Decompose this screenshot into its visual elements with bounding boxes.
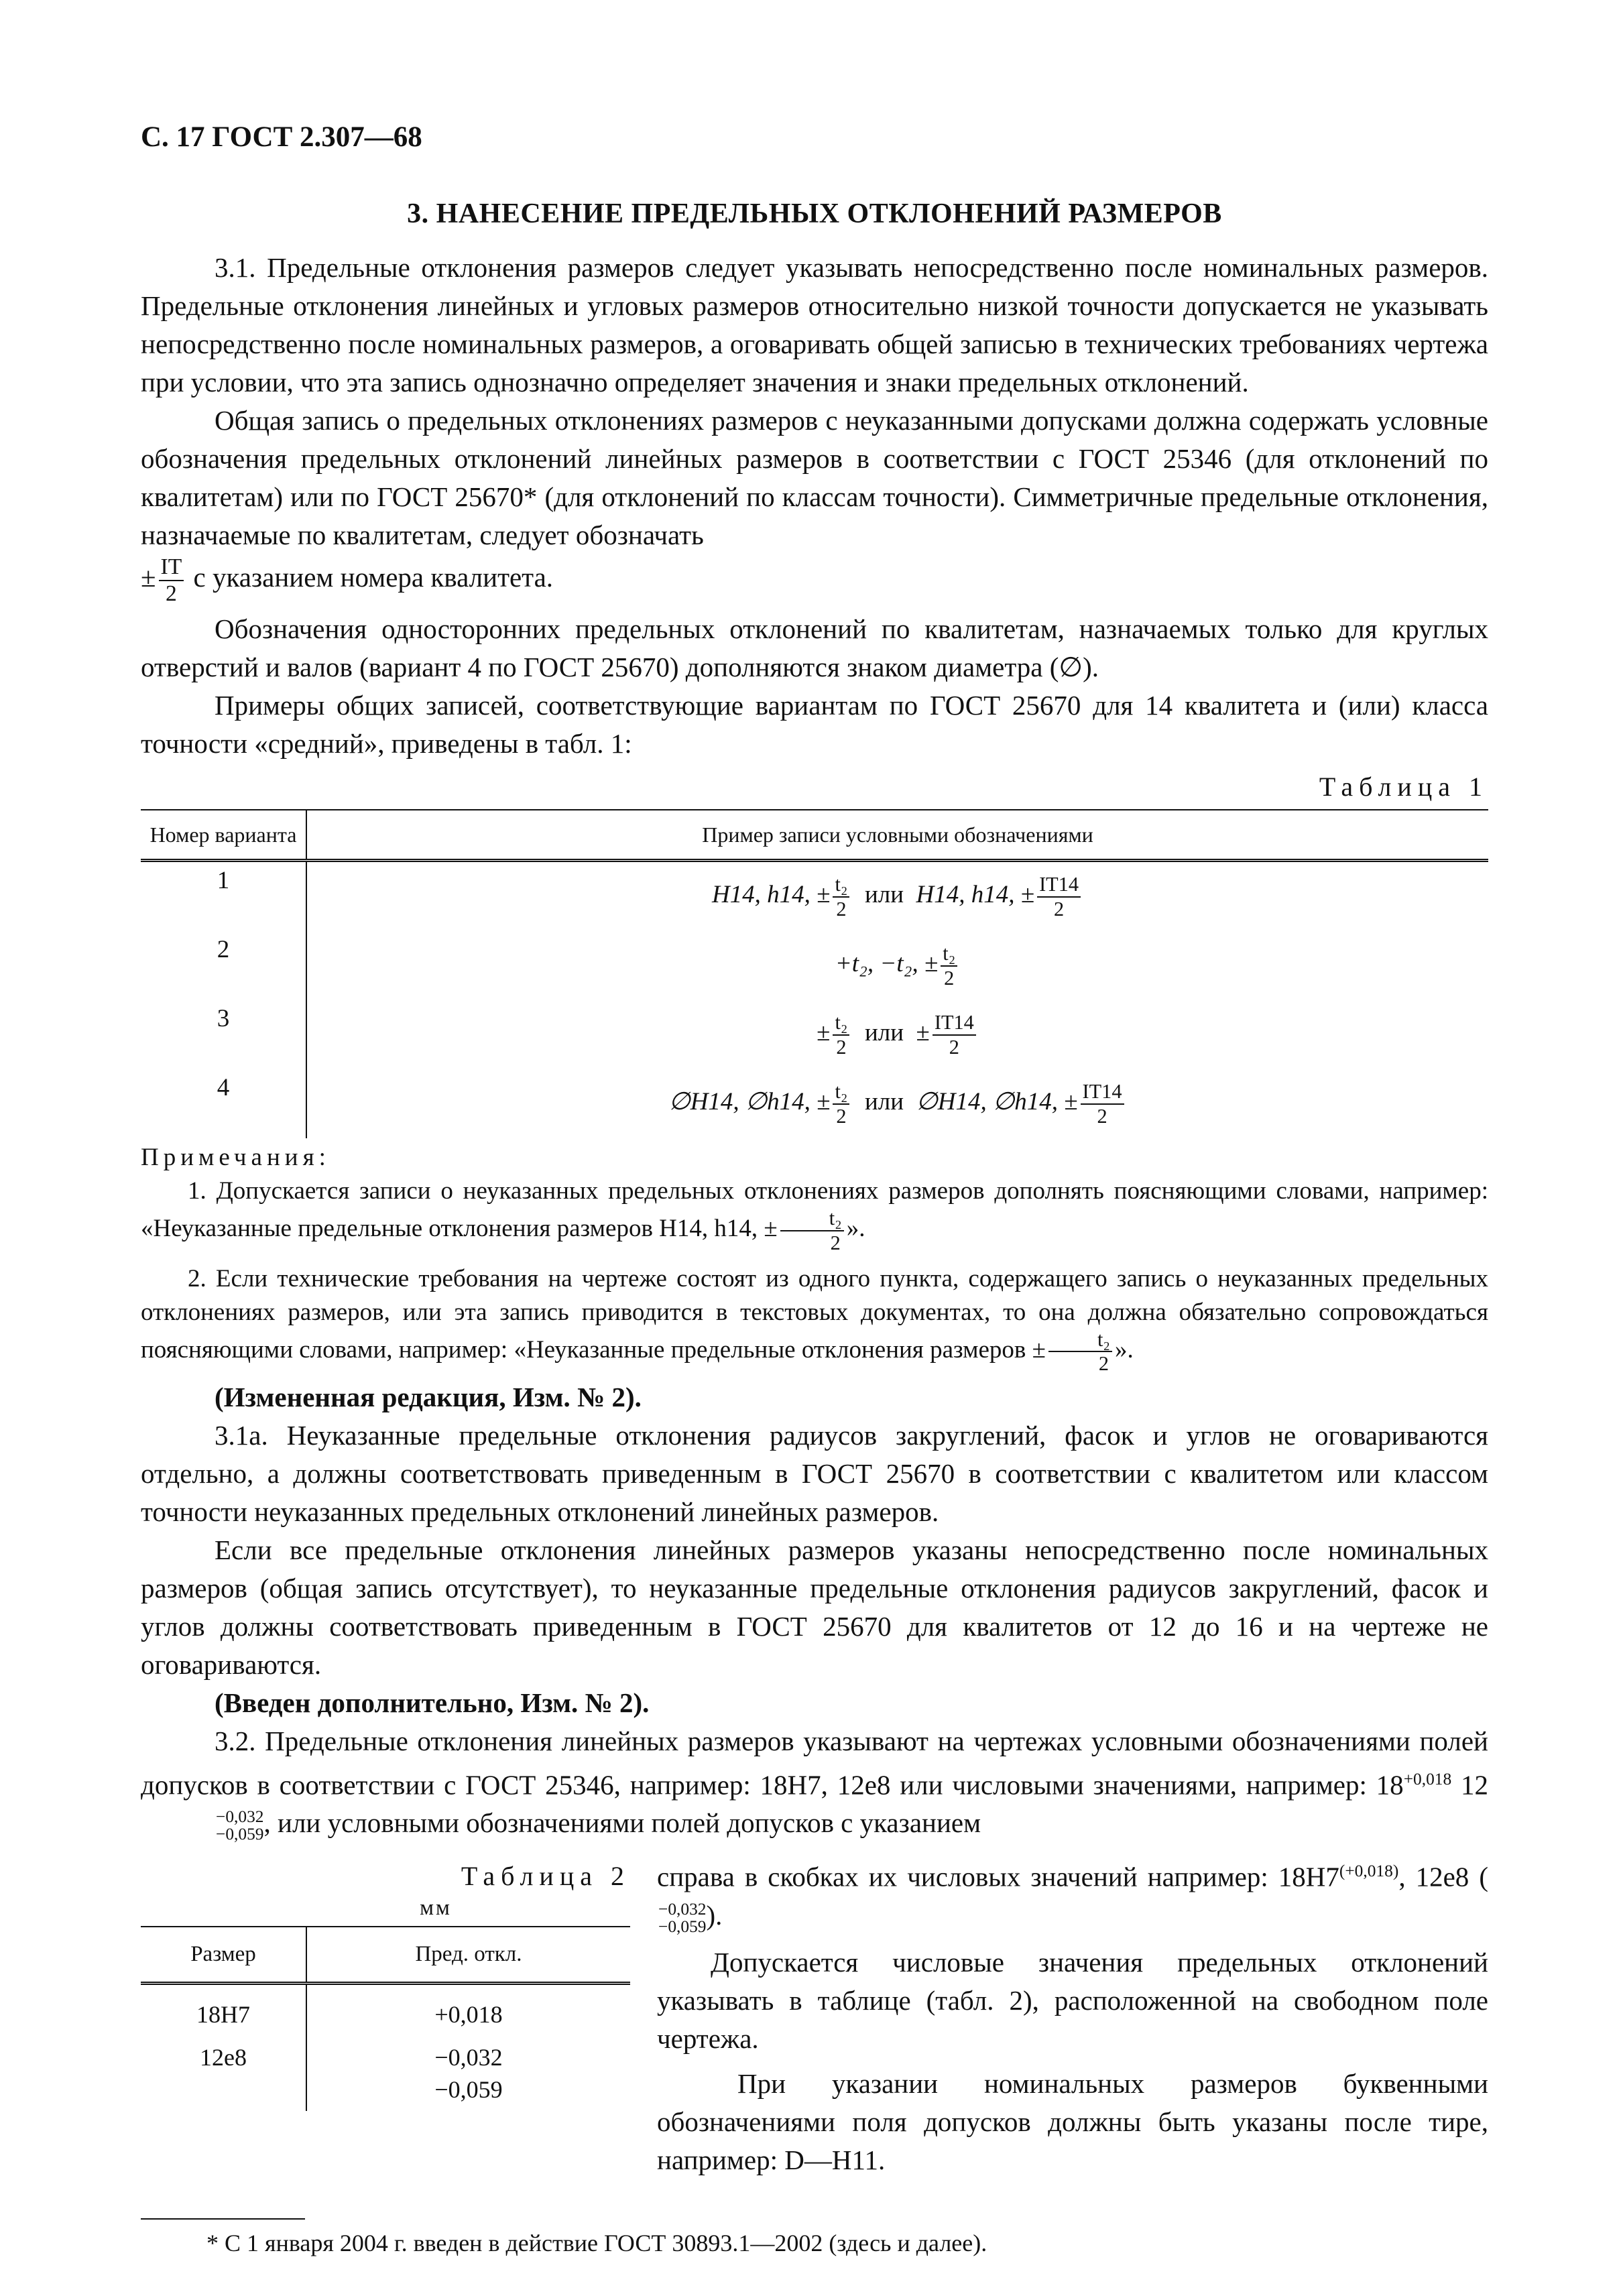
page-header: С. 17 ГОСТ 2.307—68 [141, 121, 422, 153]
table-2 [141, 1926, 630, 2111]
paragraph-general-record: Общая запись о предельных отклонениях размеров с неуказанными допусками должна содержать условные обозначения предельных отклонений линейных размеров в соответствии с ГОСТ 25346 (для отклонений по квалитетам) или по ГОСТ 25670* (для отклонений по классам точности). Симметричные предельные отклонения, назначаемые по квалитетам, следует обозначать [141, 405, 1488, 550]
paragraph-examples: Примеры общих записей, соответствующие вариантам по ГОСТ 25670 для 14 квалитета и (или) класса точности «средний», приведены в табл. 1: [141, 690, 1488, 760]
table1-caption: Таблица 1 [1319, 772, 1488, 802]
footnote-separator [141, 2218, 305, 2220]
table-row: 3 ± $\frac{\text{t₂}}{2}$ или ± $\frac{IT14}{2}$ [141, 1000, 1488, 1069]
notes-block [141, 1141, 1488, 1374]
notes-title: Примечания: [141, 1144, 330, 1172]
table-row: 1 H14, h14, ± $\frac{\text{t₂}}{2}$ или H14, h14, ± $\frac{IT14}{2}$ [141, 861, 1488, 932]
table2-col-size: Размер [141, 1927, 306, 1984]
amendment-note-1: (Измененная редакция, Изм. № 2). [215, 1381, 642, 1412]
table2-col-deviation: Пред. откл. [306, 1927, 630, 1984]
table-1 [141, 809, 1488, 1138]
table1-col-example: Пример записи условными обозначениями [306, 810, 1488, 861]
table2-unit: мм [420, 1896, 452, 1921]
table2-caption: Таблица 2 [461, 1861, 630, 1892]
table-row: 18H7 +0,018 [141, 1984, 630, 2034]
paragraph-no-general-record: Если все предельные отклонения линейных размеров указаны непосредственно после номинальных размеров (общая запись отсутствует), то неуказанные предельные отклонения радиусов закруглений, фасок и углов должны соответствовать приведенным в ГОСТ 25670 для квалитетов от 12 до 16 и на чертеже не оговариваются. [141, 1534, 1488, 1680]
table-row: 2 +t₂, −t₂, ± $\frac{\text{t₂}}{2}$ [141, 931, 1488, 1000]
table2-block [141, 1846, 630, 2111]
table1-col-number: Номер варианта [141, 810, 306, 861]
section-title: 3. НАНЕСЕНИЕ ПРЕДЕЛЬНЫХ ОТКЛОНЕНИЙ РАЗМЕРОВ [407, 198, 1222, 229]
fraction-it-2: $\frac{IT}{2}$ [159, 556, 184, 605]
paragraph-3-1a: 3.1а. Неуказанные предельные отклонения радиусов закруглений, фасок и углов не оговариваются отдельно, а должны соответствовать приведенным в ГОСТ 25670 в соответствии с квалитетом или классом точности неуказанных предельных отклонений линейных размеров. [141, 1419, 1488, 1527]
paragraph-one-sided: Обозначения односторонних предельных отклонений по квалитетам, назначаемых только для круглых отверстий и валов (вариант 4 по ГОСТ 25670) дополняются знаком диаметра (∅). [141, 613, 1488, 683]
paragraph-3-2: 3.2. Предельные отклонения линейных размеров указывают на чертежах условными обозначениями полей допусков в соответствии с ГОСТ 25346, например: 18H7, 12e8 или числовыми значениями, например: $18^{+0,018}$ 12 −0,032 −0,059 , или условными обозначениями полей допусков с указанием [141, 1725, 1488, 1844]
two-column-block [141, 1846, 1488, 2179]
amendment-note-2: (Введен дополнительно, Изм. № 2). [215, 1687, 650, 1718]
note-1: 1. Допускается записи о неуказанных предельных отклонениях размеров дополнять поясняющими словами, например: «Неуказанные предельные отклонения размеров H14, h14, ± $\frac{\text{t₂}}{2}$ ». [141, 1177, 1488, 1254]
paragraph-it-formula: ± $\frac{IT}{2}$ с указанием номера квалитета. [141, 554, 554, 606]
paragraph-brackets: справа в скобках их числовых значений например: $18H7^{(+0,018)}$, 12e8 ( −0,032 −0,059 ). [657, 1861, 1488, 1936]
right-column-text [630, 1846, 1488, 2179]
document-page [141, 121, 1488, 2257]
footnote: * С 1 января 2004 г. введен в действие ГОСТ 30893.1—2002 (здесь и далее). [206, 2229, 987, 2256]
paragraph-letter-designations: При указании номинальных размеров буквенными обозначениями поля допусков должны быть указаны после тире, например: D—H11. [657, 2067, 1488, 2175]
paragraph-3-1: 3.1. Предельные отклонения размеров следует указывать непосредственно после номинальных размеров. Предельные отклонения линейных и угловых размеров относительно низкой точности допускается не указывать непосредственно после номинальных размеров, а оговаривать общей записью в технических требованиях чертежа при условии, что эта запись однозначно определяет значения и знаки предельных отклонений. [141, 252, 1488, 398]
table-row: 4 ∅H14, ∅h14, ± $\frac{\text{t₂}}{2}$ или ∅H14, ∅h14, ± $\frac{IT14}{2}$ [141, 1069, 1488, 1138]
note-2: 2. Если технические требования на чертеже состоят из одного пункта, содержащего запись о неуказанных предельных отклонениях размеров, или эта запись приводится в текстовых документах, то она должна обязательно сопровождаться поясняющими словами, например: «Неуказанные предельные отклонения размеров ± $\frac{\text{t₂}}{2}$ ». [141, 1264, 1488, 1376]
table-row: 12e8 −0,032 −0,059 [141, 2033, 630, 2111]
paragraph-table-allowed: Допускается числовые значения предельных отклонений указывать в таблице (табл. 2), расположенной на свободном поле чертежа. [657, 1946, 1488, 2054]
